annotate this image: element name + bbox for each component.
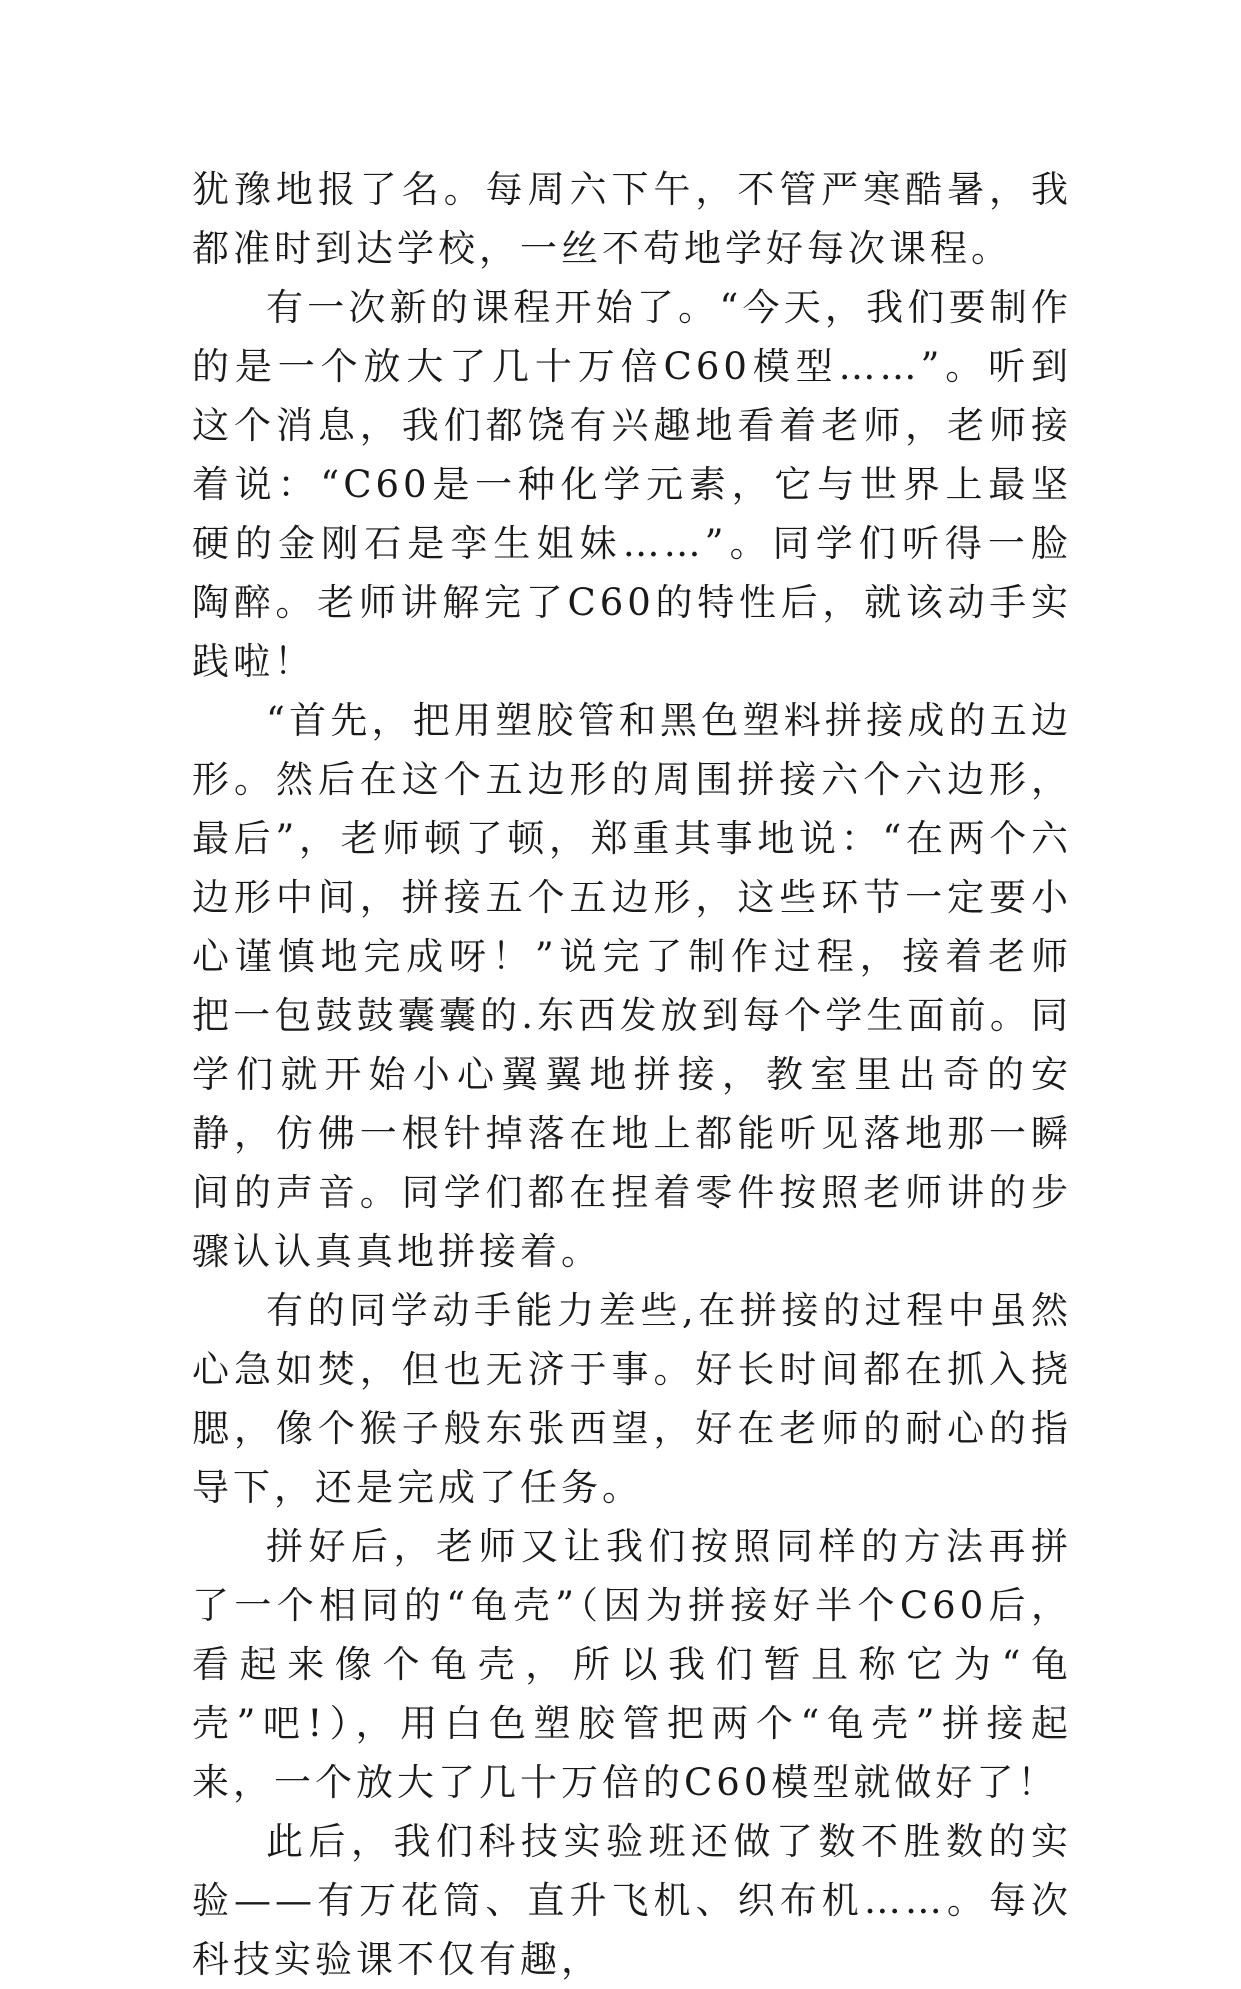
paragraph-6: 此后，我们科技实验班还做了数不胜数的实验——有万花筒、直升飞机、织布机……。每次科技实验课不仅有趣， <box>192 1820 1072 1981</box>
paragraph-5: 拼好后，老师又让我们按照同样的方法再拼了一个相同的“龟壳”（因为拼接好半个C60后，看起来像个龟壳，所以我们暂且称它为“龟壳”吧!），用白色塑胶管把两个“龟壳”拼接起来，一个放大了几十万倍的C60模型就做好了！ <box>192 1525 1072 1804</box>
document-body <box>192 160 1072 1989</box>
paragraph-4: 有的同学动手能力差些,在拼接的过程中虽然心急如焚，但也无济于事。好长时间都在抓入挠腮，像个猴子般东张西望，好在老师的耐心的指导下，还是完成了任务。 <box>192 1289 1072 1509</box>
paragraph-1: 犹豫地报了名。每周六下午，不管严寒酷暑，我都准时到达学校，一丝不苟地学好每次课程。 <box>192 168 1072 270</box>
paragraph-3: “首先，把用塑胶管和黑色塑料拼接成的五边形。然后在这个五边形的周围拼接六个六边形，最后”，老师顿了顿，郑重其事地说：“在两个六边形中间，拼接五个五边形，这些环节一定要小心谨慎地完成呀！”说完了制作过程，接着老师把一包鼓鼓囊囊的.东西发放到每个学生面前。同学们就开始小心翼翼地拼接，教室里出奇的安静，仿佛一根针掉落在地上都能听见落地那一瞬间的声音。同学们都在捏着零件按照老师讲的步骤认认真真地拼接着。 <box>192 699 1072 1273</box>
paragraph-2: 有一次新的课程开始了。“今天，我们要制作的是一个放大了几十万倍C60模型……”。听到这个消息，我们都饶有兴趣地看着老师，老师接着说：“C60是一种化学元素，它与世界上最坚硬的金刚石是孪生姐妹……”。同学们听得一脸陶醉。老师讲解完了C60的特性后，就该动手实践啦！ <box>192 286 1072 683</box>
